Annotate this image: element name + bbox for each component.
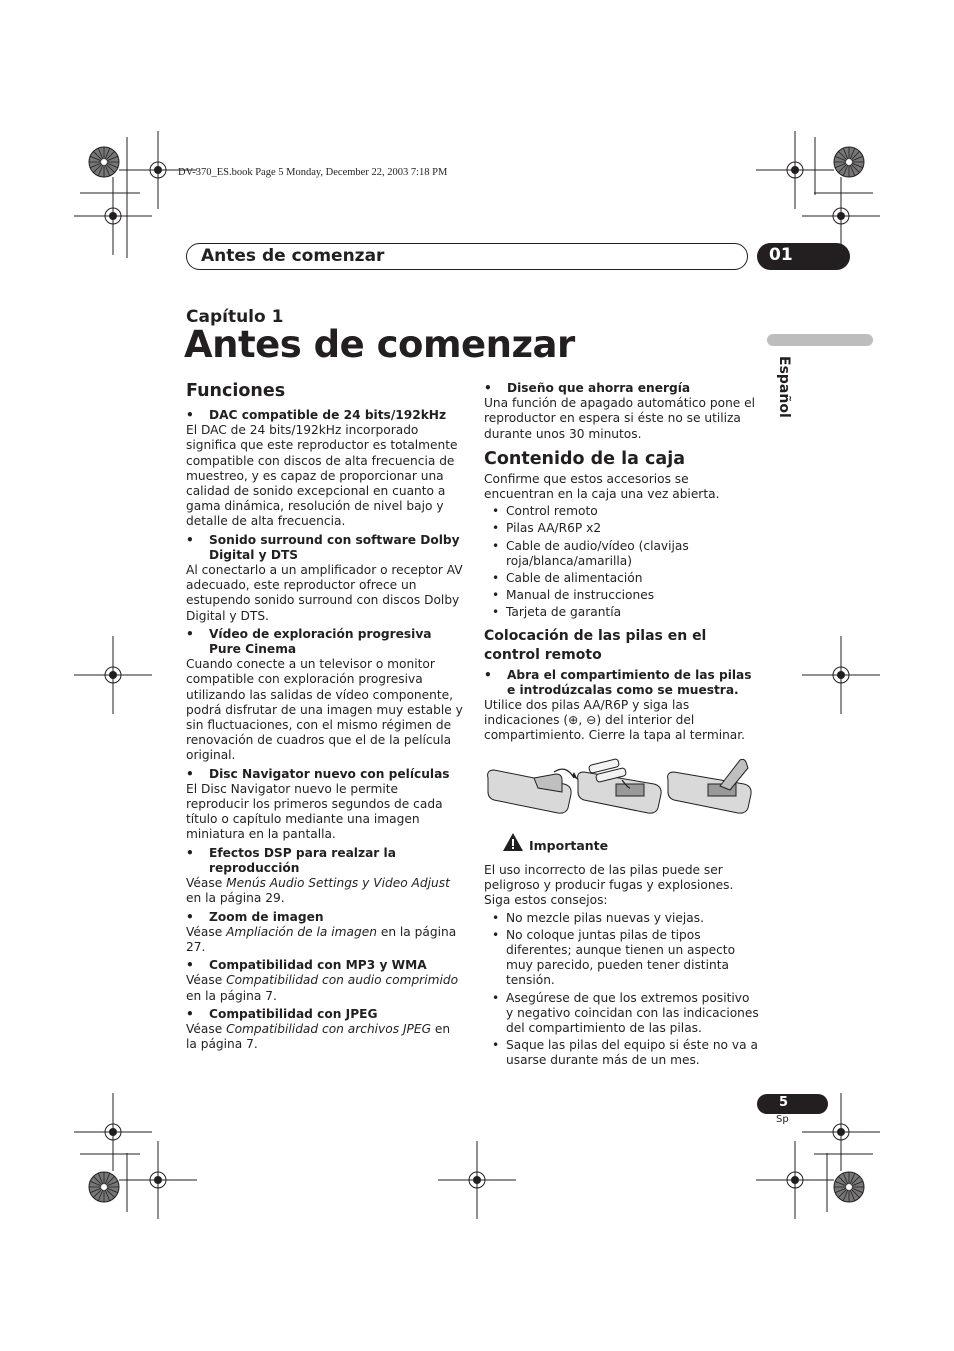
minus-symbol: ⊖: [586, 713, 597, 728]
list-item: • No coloque juntas pilas de tipos diferentes; aunque tienen un aspecto muy parecido, pueden tener distinta tensión.: [484, 928, 760, 989]
importante-list: [484, 911, 760, 1069]
plus-symbol: ⊕: [568, 713, 579, 728]
list-item: • Cable de alimentación: [484, 571, 760, 586]
section-header-bar: [186, 243, 748, 270]
page-reference: Ampliación de la imagen: [226, 924, 377, 939]
importante-block: [484, 863, 760, 1069]
ref-post: en la página 27.: [186, 924, 457, 954]
page-reference: Compatibilidad con archivos JPEG: [226, 1021, 432, 1036]
feature-title: • Sonido surround con software Dolby Digital y DTS: [186, 533, 464, 563]
page-title: Antes de comenzar: [184, 323, 575, 366]
contenido-list: [484, 504, 760, 620]
contenido-intro: Confirme que estos accesorios se encuentran en la caja una vez abierta.: [484, 471, 720, 502]
page-number: 5: [779, 1095, 789, 1110]
page-reference: Menús Audio Settings y Video Adjust: [226, 876, 450, 891]
feature-title: • Vídeo de exploración progresiva Pure Cinema: [186, 627, 464, 657]
pilas-heading: Colocación de las pilas en el control remoto: [484, 627, 707, 663]
ref-pre: Véase: [186, 924, 227, 939]
ref-pre: Véase: [186, 1021, 227, 1036]
feature-title: • Zoom de imagen: [186, 910, 464, 925]
book-info: DV-370_ES.book Page 5 Monday, December 22, 2003 7:18 PM: [178, 167, 448, 178]
feature-text: [186, 876, 464, 906]
feature-text: Una función de apagado automático pone el reproductor en espera si éste no se utiliza durante unos 30 minutos.: [484, 396, 756, 441]
list-item: • Pilas AA/R6P x2: [484, 521, 760, 536]
list-item: • Tarjeta de garantía: [484, 605, 760, 620]
contenido-heading: Contenido de la caja: [484, 448, 686, 469]
feature-title: • Diseño que ahorra energía: [484, 381, 760, 396]
ref-post: en la página 7.: [186, 988, 277, 1003]
symbol-separator: ,: [578, 713, 587, 728]
importante-intro: El uso incorrecto de las pilas puede ser peligroso y producir fugas y explosiones. Siga estos consejos:: [484, 863, 734, 908]
feature-text: [186, 973, 464, 1003]
feature-text: Cuando conecte a un televisor o monitor compatible con exploración progresiva utilizando las salidas de vídeo componente, podrá disfrutar de una imagen muy estable y sin fluctuaciones, con el mismo régimen de renovación de cuadros que el de la película original.: [186, 657, 463, 763]
feature-text: [186, 925, 464, 955]
remote-battery-illustration: [486, 758, 758, 820]
step-title: • Abra el compartimiento de las pilas e introdúzcalas como se muestra.: [484, 668, 760, 698]
step-text-pre: Utilice dos pilas AA/R6P y siga las indicaciones (: [484, 698, 690, 728]
feature-title: • Compatibilidad con JPEG: [186, 1007, 464, 1022]
feature-text: Al conectarlo a un amplificador o receptor AV adecuado, este reproductor ofrece un estupendo sonido surround con discos Dolby Digital y DTS.: [186, 563, 463, 623]
list-item: • No mezcle pilas nuevas y viejas.: [484, 911, 760, 926]
top-right-marks: [756, 131, 880, 255]
page-suffix: Sp: [776, 1114, 789, 1125]
language-label: Español: [776, 356, 792, 418]
feature-text: El Disc Navigator nuevo le permite reproducir los primeros segundos de cada título o capítulo mediante una imagen miniatura en la pantalla.: [186, 781, 443, 842]
page-reference: Compatibilidad con audio comprimido: [226, 973, 459, 988]
feature-title: • DAC compatible de 24 bits/192kHz: [186, 408, 464, 423]
list-item: • Cable de audio/vídeo (clavijas roja/blanca/amarilla): [484, 539, 760, 569]
feature-title: • Compatibilidad con MP3 y WMA: [186, 958, 464, 973]
ref-pre: Véase: [186, 973, 227, 988]
bottom-left-marks: [74, 1093, 197, 1219]
list-item: • Saque las pilas del equipo si éste no va a usarse durante más de un mes.: [484, 1038, 760, 1068]
feature-text: El DAC de 24 bits/192kHz incorporado significa que este reproductor es totalmente compatible con discos de alta frecuencia de muestreo, y es capaz de proporcionar una calidad de sonido excepcional en cuanto a gama dinámica, resolución de nivel bajo y detalle de alta frecuencia.: [186, 423, 458, 529]
page-number-badge: [757, 1094, 828, 1114]
chapter-number-badge: [757, 243, 850, 270]
ref-post: en la página 7.: [186, 1021, 451, 1052]
feature-text: [186, 1022, 464, 1052]
list-item: • Manual de instrucciones: [484, 588, 760, 603]
section-title: Antes de comenzar: [201, 246, 385, 266]
column-left: [186, 380, 464, 1052]
ref-pre: Véase: [186, 876, 227, 891]
top-left-marks: [74, 131, 197, 258]
language-tab: [767, 334, 873, 346]
list-item: • Control remoto: [484, 504, 760, 519]
feature-title: • Efectos DSP para realzar la reproducción: [186, 846, 464, 876]
list-item: • Asegúrese de que los extremos positivo y negativo coincidan con las indicaciones del compartimiento de las pilas.: [484, 991, 760, 1037]
funciones-heading: Funciones: [186, 381, 286, 401]
importante-title: Importante: [529, 838, 609, 853]
ref-post: en la página 29.: [186, 891, 285, 906]
warning-icon: [502, 832, 524, 852]
step-text-post: ) del interior del compartimiento. Cierre la tapa al terminar.: [484, 713, 746, 743]
feature-title: • Disc Navigator nuevo con películas: [186, 767, 464, 782]
chapter-label: Capítulo 1: [186, 307, 284, 327]
step-text: [484, 698, 760, 744]
chapter-number: 01: [769, 245, 793, 265]
